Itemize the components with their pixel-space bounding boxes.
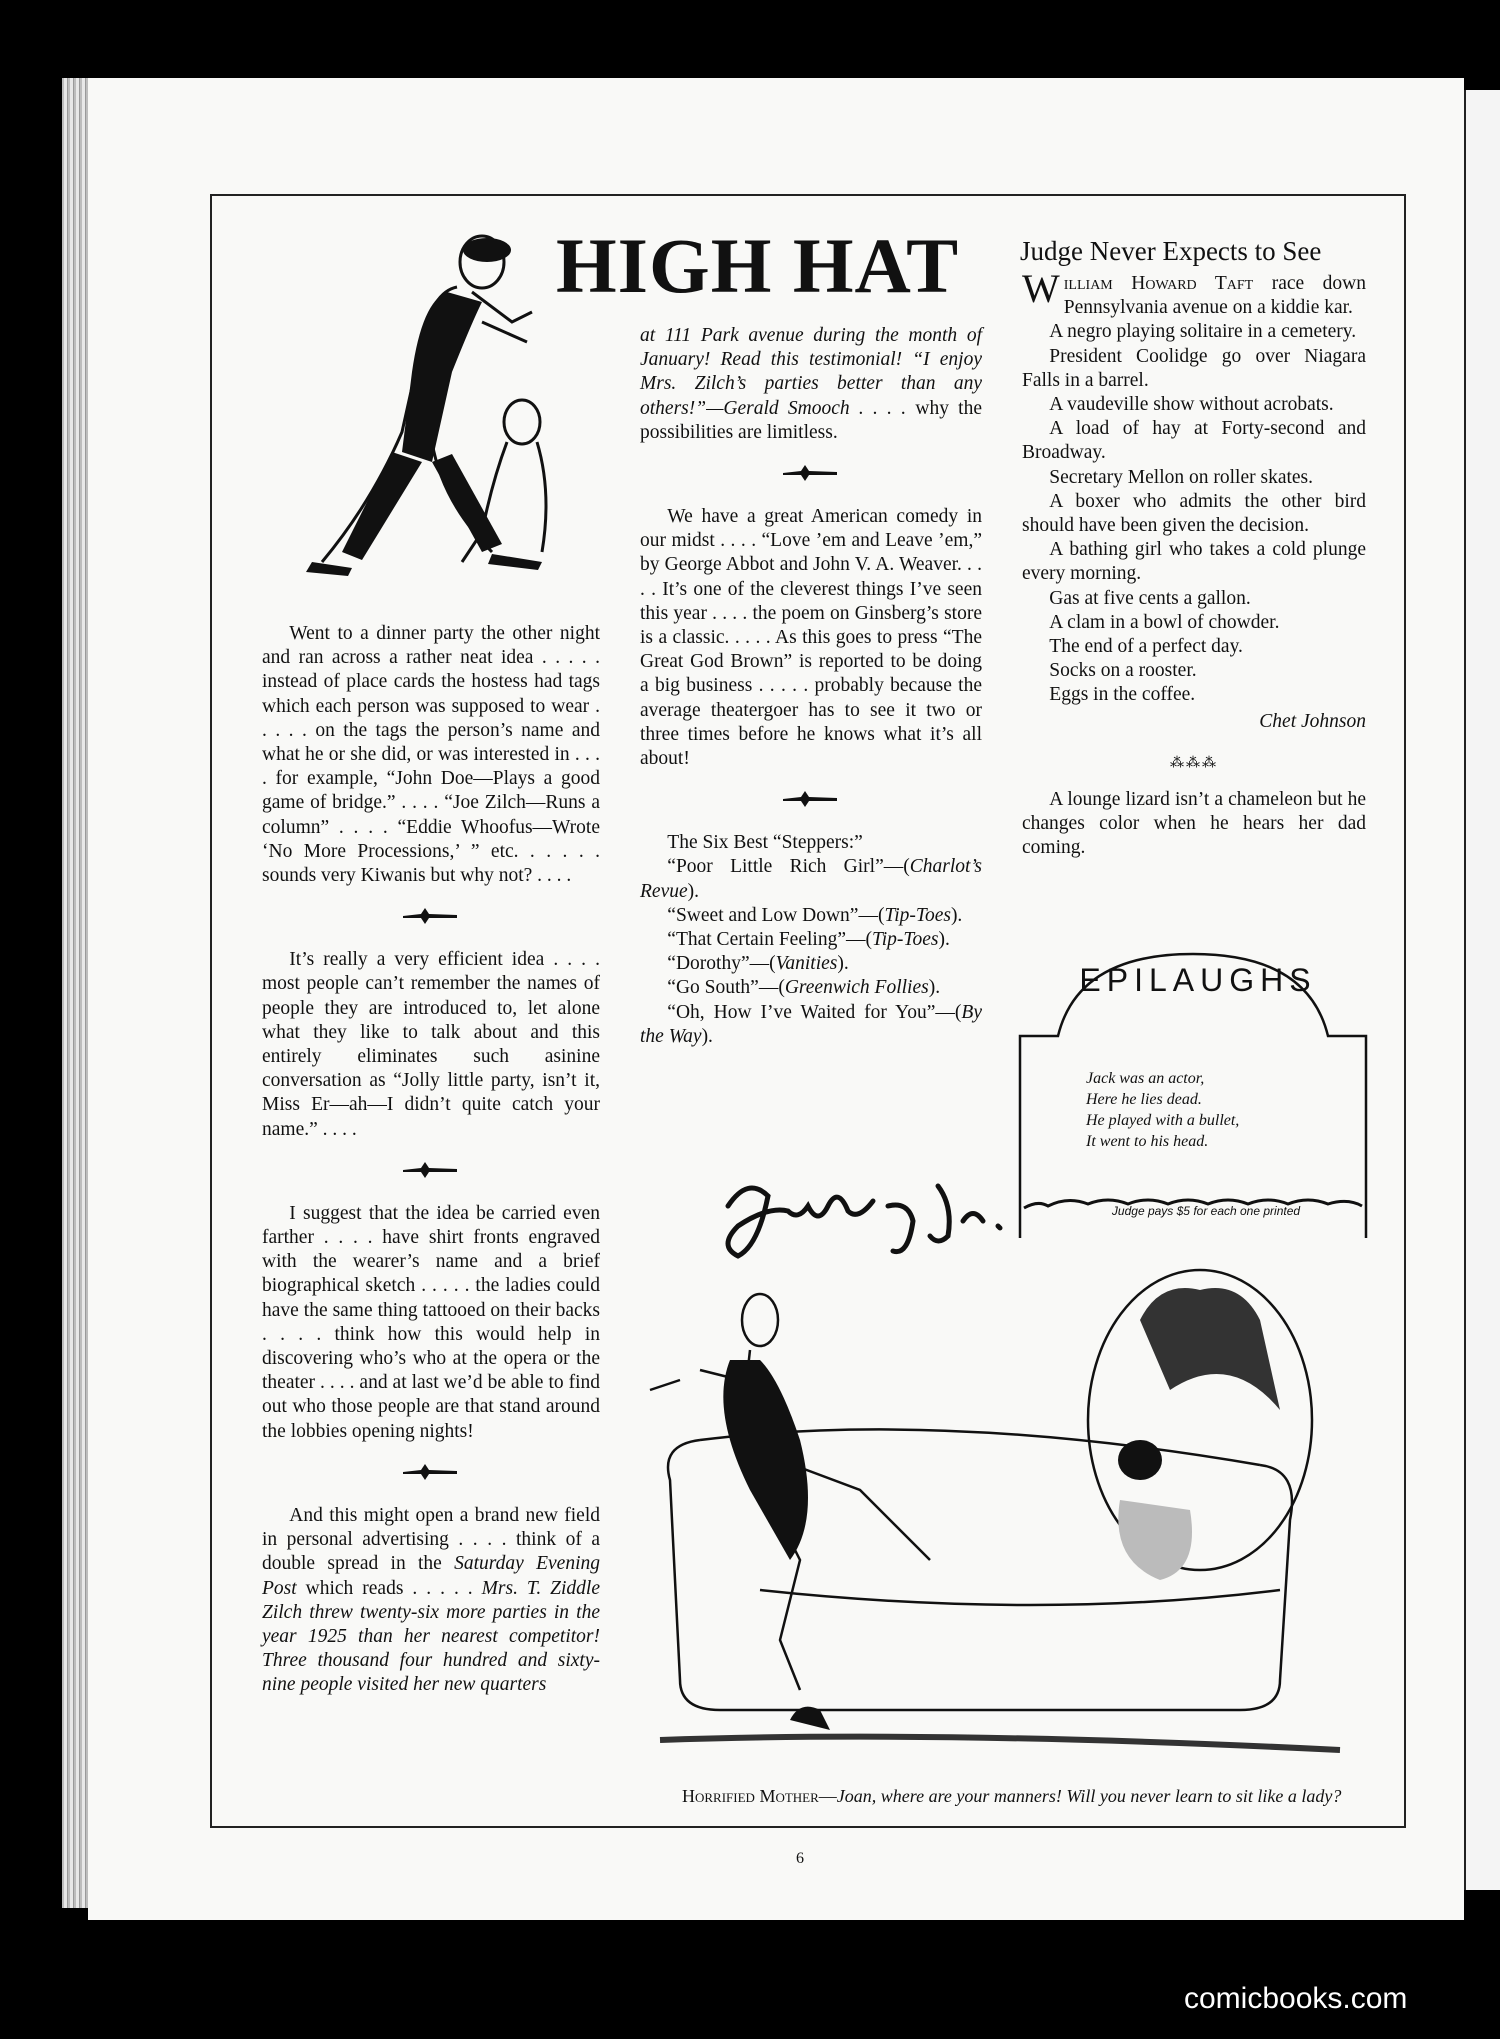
watermark: comicbooks.com bbox=[1184, 1982, 1408, 2015]
list-item: Secretary Mellon on roller skates. bbox=[1049, 466, 1314, 488]
pointing-hand-divider-icon bbox=[401, 1462, 461, 1482]
list-item: Socks on a rooster. bbox=[1049, 660, 1197, 682]
pointing-hand-divider-icon bbox=[401, 1160, 461, 1180]
lounge-lizard-joke: A lounge lizard isn’t a chameleon but he changes color when he hears her dad coming. bbox=[1022, 789, 1366, 859]
left-paragraph-1: Went to a dinner party the other night and ran across a rather neat idea . . . . . instead of place cards the hostess had tags which each person was supposed to wear . . . . . on the tags the person’s name and what he or she did, or was interested in . . . . for example, “John Doe—Plays a good game of bridge.” . . . . “Joe Zilch—Runs a column” . . . . “Eddie Whoofus—Wrote ‘No More Processions,’ ” etc. . . . . . sounds very Kiwanis but why not? . . . . bbox=[262, 623, 600, 887]
stepper-item: “That Certain Feeling”—(Tip-Toes). bbox=[667, 929, 950, 951]
page-number: 6 bbox=[796, 1850, 804, 1867]
author-credit: Chet Johnson bbox=[1259, 710, 1366, 732]
middle-column bbox=[640, 324, 982, 1049]
dancing-couple-illustration bbox=[282, 232, 572, 592]
list-item: President Coolidge go over Niagara Falls in a barrel. bbox=[1022, 345, 1366, 391]
left-paragraph-3: I suggest that the idea be carried even farther . . . . have shirt fronts engraved with the wearer’s name and a brief biographical sketch . . . . . the ladies could have the same thing tattooed on their backs . . . . think how this would help in discovering who’s who at the opera or the theater . . . . and at last we’d be able to find out who those people are that stand around the lobbies opening nights! bbox=[262, 1202, 600, 1442]
stepper-item: “Poor Little Rich Girl”—(Charlot’s Revue). bbox=[640, 856, 982, 902]
epitaph-line: It went to his head. bbox=[1086, 1133, 1209, 1150]
list-item: A load of hay at Forty-second and Broadway. bbox=[1022, 418, 1366, 464]
sofa-cartoon-illustration bbox=[640, 1260, 1370, 1760]
list-item: A vaudeville show without acrobats. bbox=[1049, 394, 1334, 416]
left-column bbox=[262, 622, 600, 1698]
right-column bbox=[1022, 266, 1366, 861]
middle-paragraph-1: We have a great American comedy in our midst . . . . “Love ’em and Leave ’em,” by George Abbot and John V. A. Weaver. . . . . It’s one of the cleverest things I’ve seen this year . . . . the poem on Ginsberg’s store is a classic. . . . . As this goes to press “The Great God Brown” is reported to be doing a big business . . . . . probably because the average theatergoer has to see it two or three times before he knows what it’s all about! bbox=[640, 506, 982, 770]
headline: HIGH HAT bbox=[556, 222, 960, 309]
pointing-hand-divider-icon bbox=[781, 789, 841, 809]
stepper-item: “Dorothy”—(Vanities). bbox=[667, 953, 849, 975]
middle-paragraph-0: at 111 Park avenue during the month of January! Read this testimonial! “I enjoy Mrs. Zilch’s parties better than any others!”—Gerald Smooch . . . . why the possibilities are limitless. bbox=[640, 325, 983, 443]
caption-text: Joan, where are your manners! Will you never learn to sit like a lady? bbox=[836, 1786, 1342, 1806]
facing-page-edge bbox=[1460, 90, 1500, 1890]
cartoon-caption: Horrified Mother—Joan, where are your manners! Will you never learn to sit like a lady? bbox=[682, 1786, 1342, 1806]
list-item: A bathing girl who takes a cold plunge every morning. bbox=[1022, 539, 1366, 585]
pointing-hand-divider-icon bbox=[781, 463, 841, 483]
list-item: A boxer who admits the other bird should have been given the decision. bbox=[1022, 490, 1366, 537]
steppers-title: The Six Best “Steppers:” bbox=[667, 832, 863, 854]
drop-cap: W bbox=[1022, 266, 1060, 311]
right-lead-paragraph: William Howard Taft race down Pennsylvania avenue on a kiddie kar. bbox=[1022, 266, 1366, 319]
judge-jr-signature bbox=[708, 1166, 1008, 1266]
stepper-item: “Sweet and Low Down”—(Tip-Toes). bbox=[667, 904, 963, 926]
left-paragraph-4: And this might open a brand new field in personal advertising . . . . think of a double spread in the Saturday Evening Post which reads . . . . . Mrs. T. Ziddle Zilch threw twenty-six more parties in the year 1925 than her nearest competitor! Three thousand four hundred and sixty-nine people visited her new quarters bbox=[262, 1504, 601, 1696]
epitaph-line: He played with a bullet, bbox=[1086, 1112, 1240, 1129]
caption-speaker: Horrified Mother bbox=[682, 1786, 819, 1806]
epilaughs-footer: Judge pays $5 for each one printed bbox=[1111, 1204, 1301, 1218]
ornament-dots: ⁂⁂⁂ bbox=[1170, 755, 1218, 771]
judge-never-expects-title: Judge Never Expects to See bbox=[1020, 236, 1322, 266]
epitaph-line: Here he lies dead. bbox=[1086, 1091, 1202, 1108]
epitaph-line: Jack was an actor, bbox=[1086, 1070, 1205, 1087]
pointing-hand-divider-icon bbox=[401, 906, 461, 926]
stepper-item: “Oh, How I’ve Waited for You”—(By the Way). bbox=[640, 1001, 982, 1047]
epitaph-verse bbox=[1086, 1068, 1326, 1152]
list-item: Gas at five cents a gallon. bbox=[1049, 587, 1251, 609]
list-item: A clam in a bowl of chowder. bbox=[1049, 611, 1280, 633]
list-item: The end of a perfect day. bbox=[1049, 636, 1243, 658]
left-paragraph-2: It’s really a very efficient idea . . . . most people can’t remember the names of people they are introduced to, let alone what they like to talk about and this entirely eliminates such asinine conversation as “Jolly little party, isn’t it, Miss Er—ah—I didn’t quite catch your name.” . . . . bbox=[262, 949, 600, 1140]
stepper-item: “Go South”—(Greenwich Follies). bbox=[667, 977, 941, 999]
book-page-edges bbox=[62, 78, 90, 1908]
epilaughs-title: EPILAUGHS bbox=[1079, 962, 1317, 998]
list-item: Eggs in the coffee. bbox=[1049, 684, 1196, 706]
epilaughs-box bbox=[1018, 950, 1368, 1240]
list-item: A negro playing solitaire in a cemetery. bbox=[1049, 321, 1357, 343]
